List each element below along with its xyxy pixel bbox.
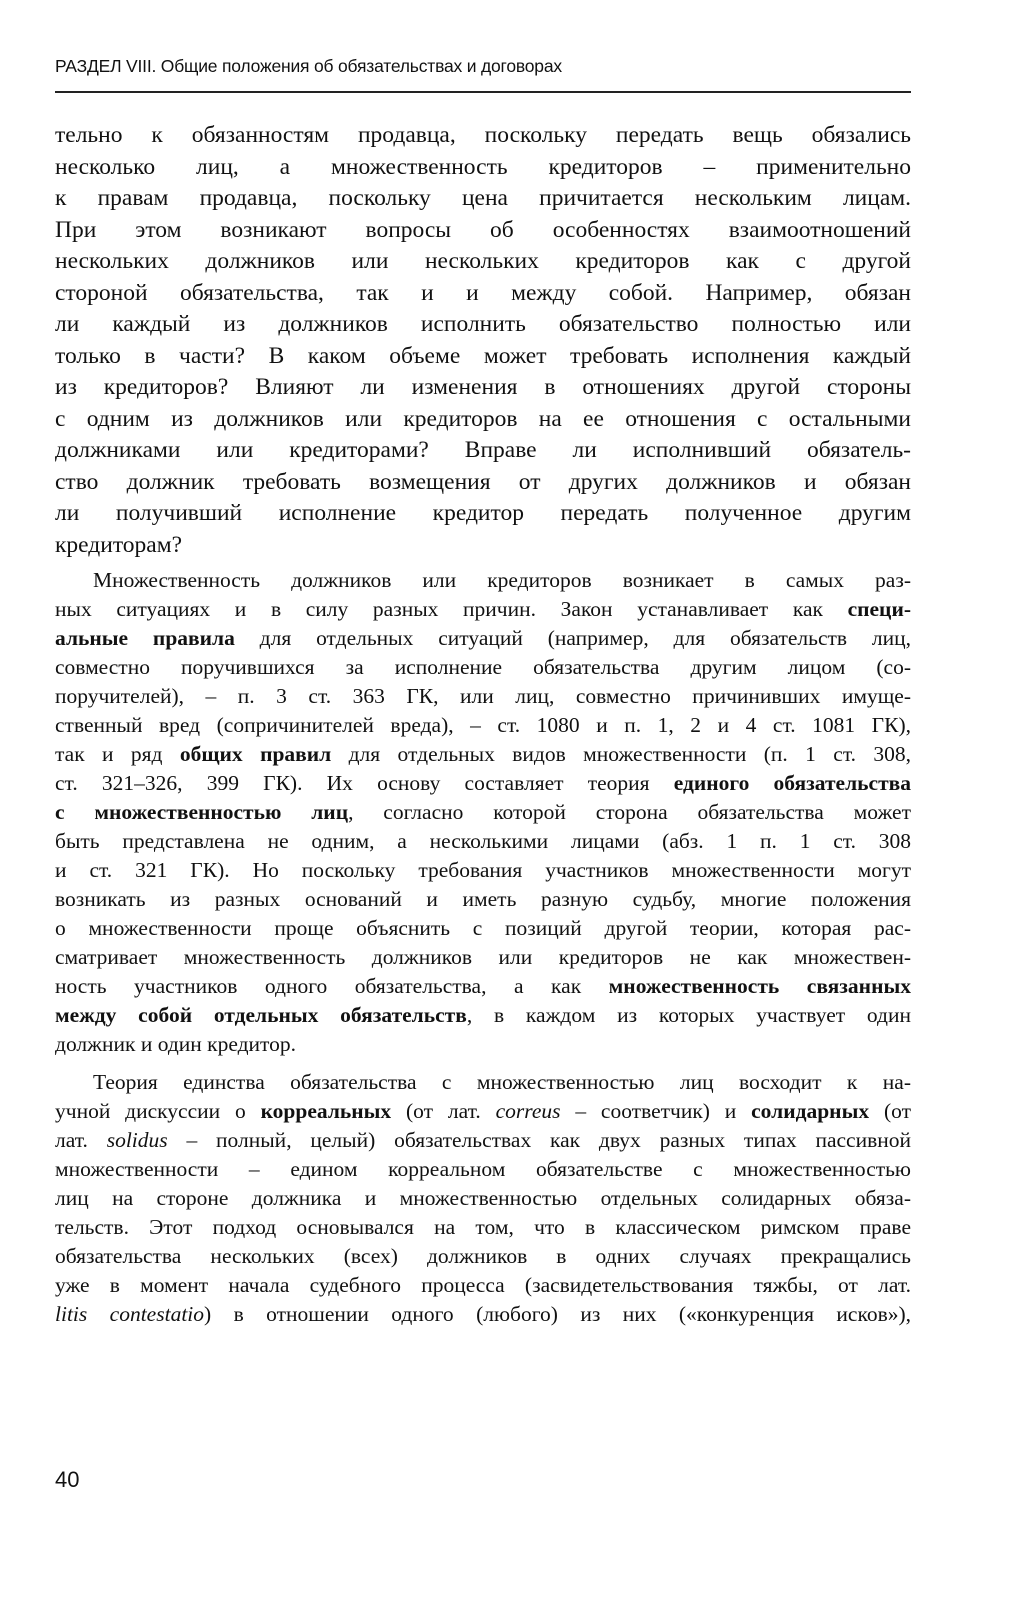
text-line: должник и один кредитор.	[55, 1032, 297, 1056]
running-header: РАЗДЕЛ VIII. Общие положения об обязательствах и договорах	[55, 56, 562, 76]
text-line: обязательства нескольких (всех) должников в одних случаях прекращались	[55, 1244, 911, 1268]
text-run: ст. 321–326, 399 ГК). Их основу составляет теория	[55, 771, 674, 795]
text-line: к правам продавца, поскольку цена причитается нескольким лицам.	[55, 185, 911, 211]
bold-term: между собой отдельных обязательств	[55, 1003, 467, 1027]
bold-term: множественность связанных	[608, 974, 911, 998]
page-number: 40	[55, 1467, 80, 1492]
paragraph-2	[55, 566, 911, 1059]
text-run: (от	[869, 1099, 911, 1123]
text-line: Множественность должников или кредиторов возникает в самых раз-	[93, 568, 911, 592]
text-run: ) в отношении одного (любого) из них («конкуренция исков»),	[204, 1302, 912, 1326]
text-line	[55, 972, 911, 1001]
page-body	[55, 120, 911, 1329]
text-line: должниками или кредиторами? Вправе ли исполнивший обязатель-	[55, 437, 911, 463]
text-line	[55, 1126, 911, 1155]
latin-term: correus	[495, 1099, 561, 1123]
text-run: , в каждом из которых участвует один	[466, 1003, 911, 1027]
text-line: и ст. 321 ГК). Но поскольку требования участников множественности могут	[55, 858, 911, 882]
bold-term: общих правил	[179, 742, 332, 766]
text-line: множественности – едином корреальном обязательстве с множественностью	[55, 1157, 911, 1181]
text-line: нескольких должников или нескольких кредиторов как с другой	[55, 248, 911, 274]
text-line: из кредиторов? Влияют ли изменения в отношениях другой стороны	[55, 374, 911, 400]
text-line: ли получивший исполнение кредитор передать полученное другим	[55, 500, 911, 526]
header-divider	[55, 91, 911, 93]
text-line: тельств. Этот подход основывался на том, что в классическом римском праве	[55, 1215, 911, 1239]
text-run: так и ряд	[55, 742, 180, 766]
text-line	[55, 769, 911, 798]
latin-term: solidus	[106, 1128, 168, 1152]
text-line: ство должник требовать возмещения от других должников и обязан	[55, 468, 911, 495]
text-line: с одним из должников или кредиторов на ее отношения с остальными	[55, 405, 911, 432]
text-line: Теория единства обязательства с множественностью лиц восходит к на-	[93, 1070, 911, 1094]
text-line: ственный вред (сопричинителей вреда), – ст. 1080 и п. 1, 2 и 4 ст. 1081 ГК),	[55, 713, 911, 737]
text-run: лат.	[55, 1128, 107, 1152]
text-run: учной дискуссии о	[55, 1099, 261, 1123]
bold-term: с множественностью лиц	[55, 800, 349, 824]
paragraph-1	[55, 120, 911, 561]
bold-term: альные правила	[55, 626, 235, 650]
text-line	[55, 740, 911, 769]
text-line: несколько лиц, а множественность кредиторов – применительно	[55, 153, 911, 180]
latin-term: litis contestatio	[55, 1302, 205, 1326]
text-line	[55, 1097, 911, 1126]
bold-term: специ-	[847, 597, 911, 621]
text-line: возникать из разных оснований и иметь разную судьбу, многие положения	[55, 887, 911, 911]
text-line	[55, 798, 911, 827]
text-line: о множественности проще объяснить с позиций другой теории, которая рас-	[55, 916, 911, 940]
text-line	[55, 595, 911, 624]
text-line	[55, 1300, 911, 1329]
text-line: лиц на стороне должника и множественностью отдельных солидарных обяза-	[55, 1186, 911, 1210]
text-run: – полный, целый) обязательствах как двух разных типах пассивной	[167, 1128, 911, 1152]
text-line: тельно к обязанностям продавца, поскольку передать вещь обязались	[55, 122, 911, 148]
text-run: для отдельных видов множественности (п. 1 ст. 308,	[331, 742, 912, 766]
text-line: сматривает множественность должников или кредиторов не как множествен-	[55, 945, 911, 969]
text-run: (от лат.	[391, 1099, 496, 1123]
text-line: ли каждый из должников исполнить обязательство полностью или	[55, 311, 911, 337]
text-run: – соответчик) и	[560, 1099, 752, 1123]
text-line	[55, 1001, 911, 1030]
text-line: быть представлена не одним, а несколькими лицами (абз. 1 п. 1 ст. 308	[55, 829, 911, 853]
text-line: При этом возникают вопросы об особенностях взаимоотношений	[55, 216, 911, 243]
paragraph-3	[55, 1068, 911, 1329]
text-line: совместно поручившихся за исполнение обязательства другим лицом (со-	[55, 655, 911, 679]
text-line: стороной обязательства, так и и между собой. Например, обязан	[55, 279, 911, 306]
text-run: , согласно которой сторона обязательства может	[348, 800, 911, 824]
text-line: поручителей), – п. 3 ст. 363 ГК, или лиц, совместно причинивших имуще-	[55, 684, 911, 708]
text-line	[55, 624, 911, 653]
bold-term: корреальных	[260, 1099, 392, 1123]
text-run: для отдельных ситуаций (например, для обязательств лиц,	[234, 626, 911, 650]
text-line: кредиторам?	[55, 531, 183, 558]
text-line: уже в момент начала судебного процесса (засвидетельствования тяжбы, от лат.	[55, 1273, 911, 1297]
text-run: ных ситуациях и в силу разных причин. Закон устанавливает как	[55, 597, 848, 621]
bold-term: солидарных	[751, 1099, 870, 1123]
text-run: ность участников одного обязательства, а как	[55, 974, 609, 998]
bold-term: единого обязательства	[673, 771, 911, 795]
text-line: только в части? В каком объеме может требовать исполнения каждый	[55, 342, 911, 369]
